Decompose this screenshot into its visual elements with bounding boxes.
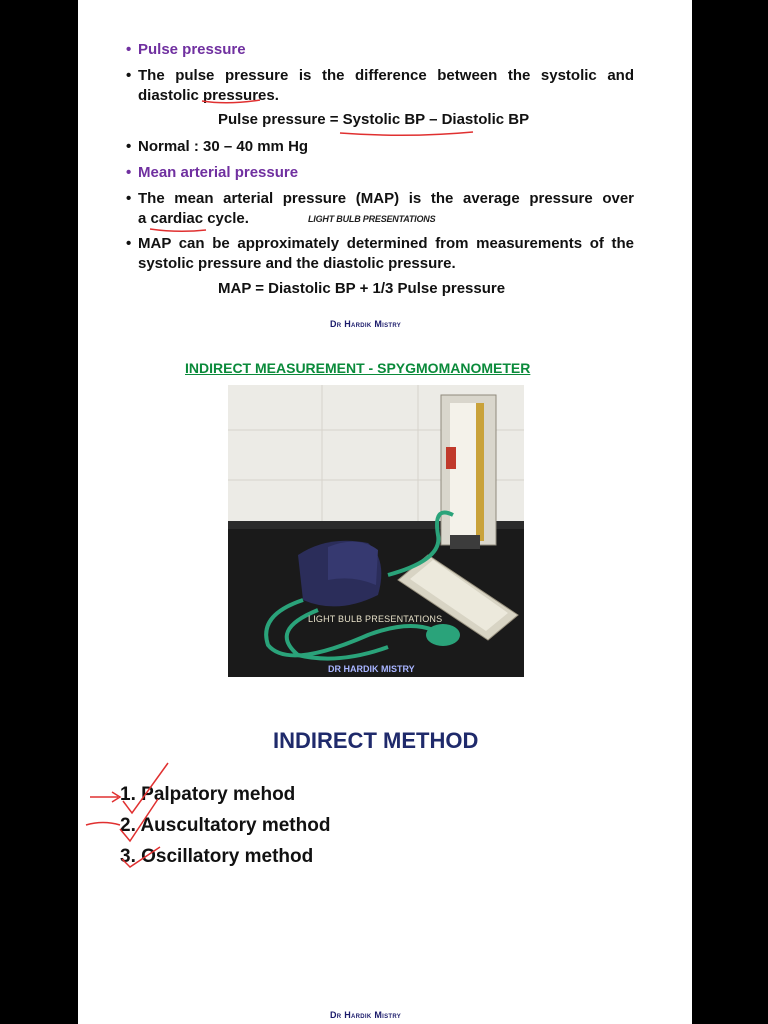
spygmomanometer-image [228, 385, 524, 677]
photo-author-watermark: DR HARDIK MISTRY [328, 664, 415, 674]
map-formula: MAP = Diastolic BP + 1/3 Pulse pressure [218, 280, 506, 297]
red-annotations-methods [78, 755, 238, 875]
pulse-pressure-formula: Pulse pressure = Systolic BP – Diastolic BP [218, 111, 530, 128]
method-item-1: 1. Palpatory mehod [120, 784, 296, 805]
method-item-3: 3. Oscillatory method [120, 846, 314, 867]
author-watermark-1: Dr Hardik Mistry [330, 319, 402, 329]
map-definition: • The mean arterial pressure (MAP) is the average pressure over a cardiac cycle. [126, 190, 634, 227]
normal-range: • Normal : 30 – 40 mm Hg [126, 138, 309, 155]
method-item-2: 2. Auscultatory method [120, 815, 331, 836]
pulse-pressure-definition: • The pulse pressure is the difference between the systolic and diastolic pressures. [126, 67, 634, 104]
map-heading: • Mean arterial pressure [126, 164, 299, 181]
spygmomanometer-title: INDIRECT MEASUREMENT - SPYGMOMANOMETER [185, 360, 531, 376]
author-watermark-2: Dr Hardik Mistry [330, 1010, 402, 1020]
indirect-method-title: INDIRECT METHOD [273, 728, 479, 753]
photo-light-bulb-watermark: LIGHT BULB PRESENTATIONS [308, 614, 443, 624]
red-annotations-top [78, 0, 692, 240]
document-page [78, 0, 692, 1024]
spygmomanometer-photo [228, 385, 524, 677]
pulse-pressure-heading: • Pulse pressure [126, 41, 246, 58]
light-bulb-watermark: LIGHT BULB PRESENTATIONS [308, 214, 436, 224]
map-estimation: • MAP can be approximately determined from measurements of the systolic pressure and the diastolic pressure. [126, 235, 634, 272]
